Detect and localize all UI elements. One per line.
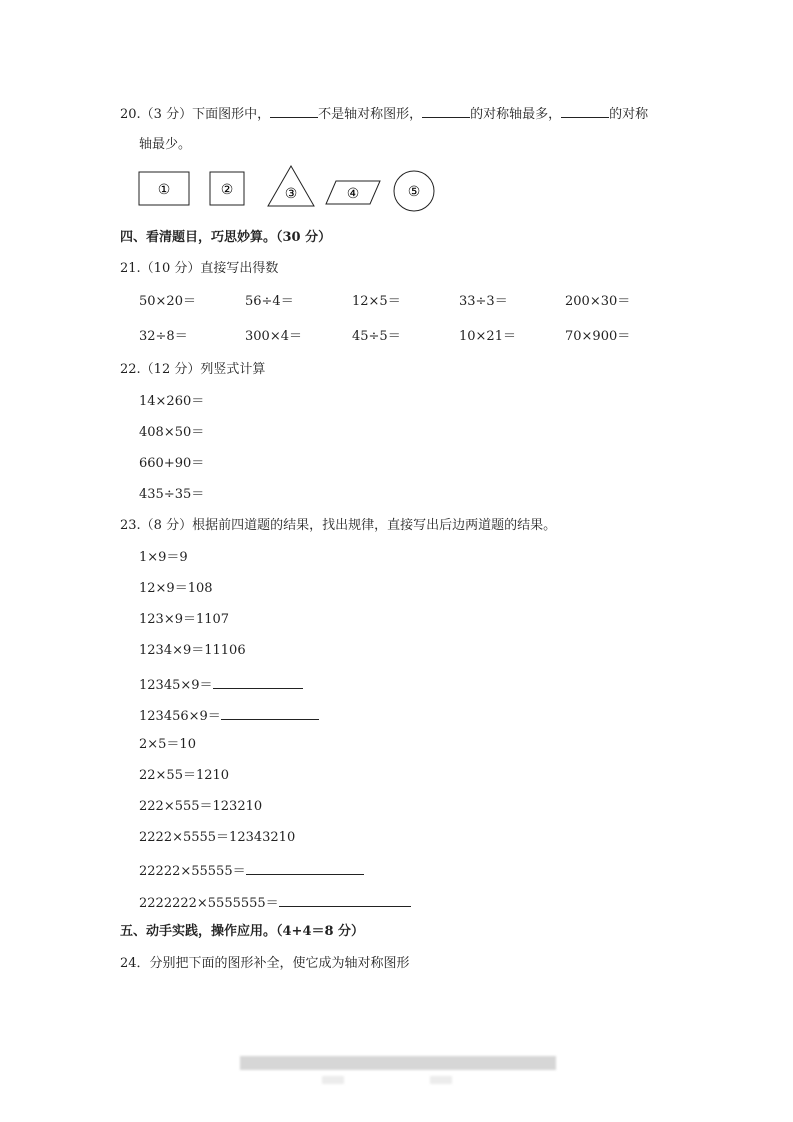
q20-part3: 的对称轴最多， (470, 107, 562, 122)
q23-line-3: 123×9＝1107 (139, 612, 230, 627)
shape-rectangle (139, 172, 189, 205)
q23-line-7: 2×5＝10 (139, 737, 196, 752)
q20-blank-3[interactable] (561, 104, 609, 118)
q23-line-8: 22×55＝1210 (139, 768, 230, 783)
q23-answer-blank-3[interactable] (246, 861, 364, 875)
q23-line-11 (139, 861, 364, 880)
footer-watermark-blur-small-1 (322, 1076, 344, 1084)
footer-watermark-blur-small-2 (430, 1076, 452, 1084)
q22-item-1: 14×260＝ (139, 394, 205, 409)
q23-line-10: 2222×5555＝12343210 (139, 830, 296, 845)
q21-r1-c1: 50×20＝ (139, 294, 196, 309)
shape-parallelogram (326, 181, 380, 204)
q23-line-1: 1×9＝9 (139, 550, 188, 565)
shape-label-1: ① (157, 182, 171, 198)
section-4-heading: 四、看清题目，巧思妙算。（30 分） (120, 230, 332, 245)
q20-prefix: 20.（3 分）下面图形中， (120, 107, 271, 122)
q20-line2: 轴最少。 (139, 137, 192, 152)
shape-label-3: ③ (284, 186, 298, 202)
q23-title: 23.（8 分）根据前四道题的结果，找出规律，直接写出后边两道题的结果。 (120, 518, 557, 533)
q21-r1-c4: 33÷3＝ (459, 294, 508, 309)
q23-line-9: 222×555＝123210 (139, 799, 263, 814)
shape-triangle (268, 166, 314, 206)
q23-answer-blank-1[interactable] (213, 675, 303, 689)
q22-title: 22.（12 分）列竖式计算 (120, 362, 266, 377)
q20-part2: 不是轴对称图形， (318, 107, 423, 122)
q21-r2-c4: 10×21＝ (459, 329, 516, 344)
q23-line-12 (139, 893, 411, 912)
q21-r2-c1: 32÷8＝ (139, 329, 188, 344)
section-5-heading: 五、动手实践，操作应用。（4+4＝8 分） (120, 924, 365, 939)
shape-label-4: ④ (346, 186, 360, 202)
footer-watermark-blur (240, 1056, 556, 1070)
shape-square (210, 172, 244, 205)
q23-line-11-text: 22222×55555＝ (139, 864, 246, 879)
q21-title: 21.（10 分）直接写出得数 (120, 261, 279, 276)
q21-r1-c2: 56÷4＝ (245, 294, 294, 309)
q23-line-2: 12×9＝108 (139, 581, 213, 596)
q20-blank-1[interactable] (270, 104, 318, 118)
q20-blank-2[interactable] (422, 104, 470, 118)
q20-line1 (120, 104, 648, 123)
q24-title: 24．分别把下面的图形补全，使它成为轴对称图形 (120, 956, 410, 971)
q23-line-5 (139, 675, 303, 694)
q23-line-5-text: 12345×9＝ (139, 678, 213, 693)
q23-answer-blank-4[interactable] (279, 893, 411, 907)
shape-label-2: ② (220, 182, 234, 198)
q21-r2-c3: 45÷5＝ (352, 329, 401, 344)
q22-item-2: 408×50＝ (139, 425, 205, 440)
q23-line-4: 1234×9＝11106 (139, 643, 246, 658)
q21-r1-c5: 200×30＝ (565, 294, 631, 309)
q21-r2-c5: 70×900＝ (565, 329, 631, 344)
q23-line-12-text: 2222222×5555555＝ (139, 896, 279, 911)
shape-label-5: ⑤ (407, 184, 421, 200)
q22-item-4: 435÷35＝ (139, 487, 205, 502)
q23-answer-blank-2[interactable] (221, 706, 319, 720)
q23-line-6 (139, 706, 319, 725)
q23-line-6-text: 123456×9＝ (139, 709, 221, 724)
q22-item-3: 660+90＝ (139, 456, 205, 471)
shape-circle (394, 171, 434, 211)
q20-part4: 的对称 (609, 107, 649, 122)
q21-r1-c3: 12×5＝ (352, 294, 401, 309)
q20-shapes (130, 160, 450, 220)
q21-r2-c2: 300×4＝ (245, 329, 302, 344)
